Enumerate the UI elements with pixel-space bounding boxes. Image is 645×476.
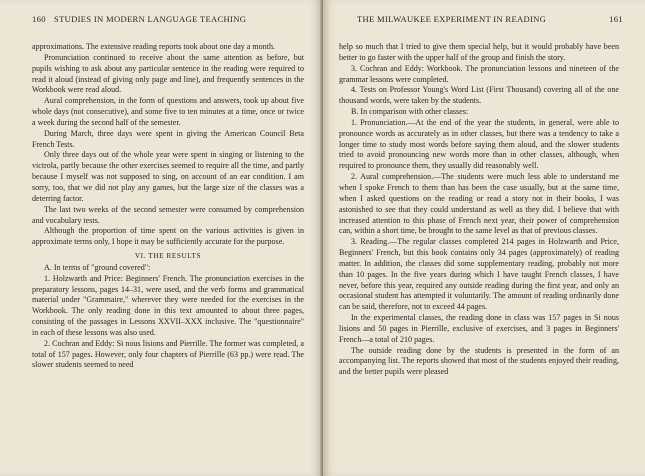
left-page-body	[32, 42, 304, 371]
paragraph: approximations. The extensive reading reports took about one day a month.	[32, 42, 275, 51]
right-page-number: 161	[609, 14, 623, 24]
paragraph: 3. Reading.—The regular classes completed 214 pages in Holzwarth and Price, Beginners' French, but this book contains only 34 pages (approximately) of reading matter. In addition, the classes did some supplementary reading, probably not more than 10 pages. In the five years during which I have taught French classes, I have never, before this year, required any outside reading during the first year, and only an occasional student has attempted it voluntarily. The amount of reading ordinarily done can be said, therefore, not to exceed 44 pages.	[339, 237, 619, 312]
list-item: 2. Cochran and Eddy: Si nous lisions and Pierrille. The former was completed, a total of 157 pages. However, only four chapters of Pierrille (63 pp.) were read. The slower students seemed to need	[32, 338, 304, 370]
section-heading: VI. THE RESULTS	[134, 252, 202, 261]
left-running-head: STUDIES IN MODERN LANGUAGE TEACHING	[54, 14, 247, 24]
paragraph: Only three days out of the whole year were spent in singing or listening to the victrola, partly because the other exercises seemed to require all the time, and partly because I myself was not supposed to sing, on account of an ear condition. I am sorry, too, that we did not play any games, but the large size of the classes was a deterring factor.	[32, 150, 304, 203]
paragraph: 3. Cochran and Eddy: Workbook. The pronunciation lessons and nineteen of the grammar lessons were completed.	[339, 63, 619, 84]
list-item: 1. Holzwarth and Price: Beginners' French. The pronunciation exercises in the preparatory lessons, pages 14–31, were used, and the verb forms and grammatical material under "Grammaire," wherever they were needed for the exercises in the Workbook. The only reading done in this text amounted to about three pages, consisting of the passages in Lessons XXVII–XXX inclusive. The "questionnaire" in each of these lessons was also used.	[32, 273, 304, 337]
paragraph: During March, three days were spent in giving the American Council Beta French Tests.	[32, 128, 304, 149]
paragraph: 4. Tests on Professor Young's Word List (First Thousand) covering all of the one thousand words, were taken by the students.	[339, 85, 619, 106]
paragraph: 2. Aural comprehension.—The students were much less able to understand me when I spoke French to them than has been the case usually, but at the same time, when I asked questions on the reading or read a story not in their books, I was astonished to see that they could understand as well as they did. I believe that with increased attention to this phase of French next year, their power of comprehension can, within a short time, be brought to the same level as that of previous classes.	[339, 172, 619, 236]
right-page	[323, 0, 645, 476]
left-page-number: 160	[32, 14, 46, 24]
right-page-body	[339, 42, 619, 378]
paragraph: Aural comprehension, in the form of questions and answers, took up about five whole days (not consecutive), and some five to ten minutes at a time, once or twice a week during the second half of the semester.	[32, 96, 304, 127]
subheading: B. In comparison with other classes:	[351, 107, 469, 117]
paragraph: The outside reading done by the students is presented in the form of an accompanying list. The reports showed that most of the students enjoyed their reading, and the better pupils were pleased	[339, 345, 619, 377]
right-running-head: THE MILWAUKEE EXPERIMENT IN READING	[357, 14, 547, 24]
subheading: A. In terms of "ground covered":	[44, 262, 151, 272]
paragraph: Pronunciation continued to receive about the same attention as before, but pupils wishing to ask about any particular sentence in the reading were required to read it aloud (instead of giving only page and line), and frequently sentences in the Workbook were read aloud.	[32, 52, 304, 95]
paragraph: 1. Pronunciation.—At the end of the year the students, in general, were able to pronounce words as accurately as in other classes, but there was a tendency to take a longer time to study most words before saying them aloud, and the slower students tried to avoid pronouncing new words more than in other classes, although, when required to pronounce them, they usually did reasonably well.	[339, 117, 619, 171]
left-page	[0, 0, 322, 476]
paragraph: The last two weeks of the second semester were consumed by comprehension and vocabulary tests.	[32, 204, 304, 225]
paragraph: In the experimental classes, the reading done in class was 157 pages in Si nous lisions and 50 pages in Pierrille, exclusive of exercises, and 3 pages in Beginners' French—a total of 210 pages.	[339, 313, 619, 344]
paragraph: help so much that I tried to give them special help, but it would probably have been better to go faster with the upper half of the group and finish the story.	[339, 42, 619, 62]
paragraph: Although the proportion of time spent on the various activities is given in approximate terms only, I hope it may be sufficiently accurate for the purpose.	[32, 226, 304, 247]
